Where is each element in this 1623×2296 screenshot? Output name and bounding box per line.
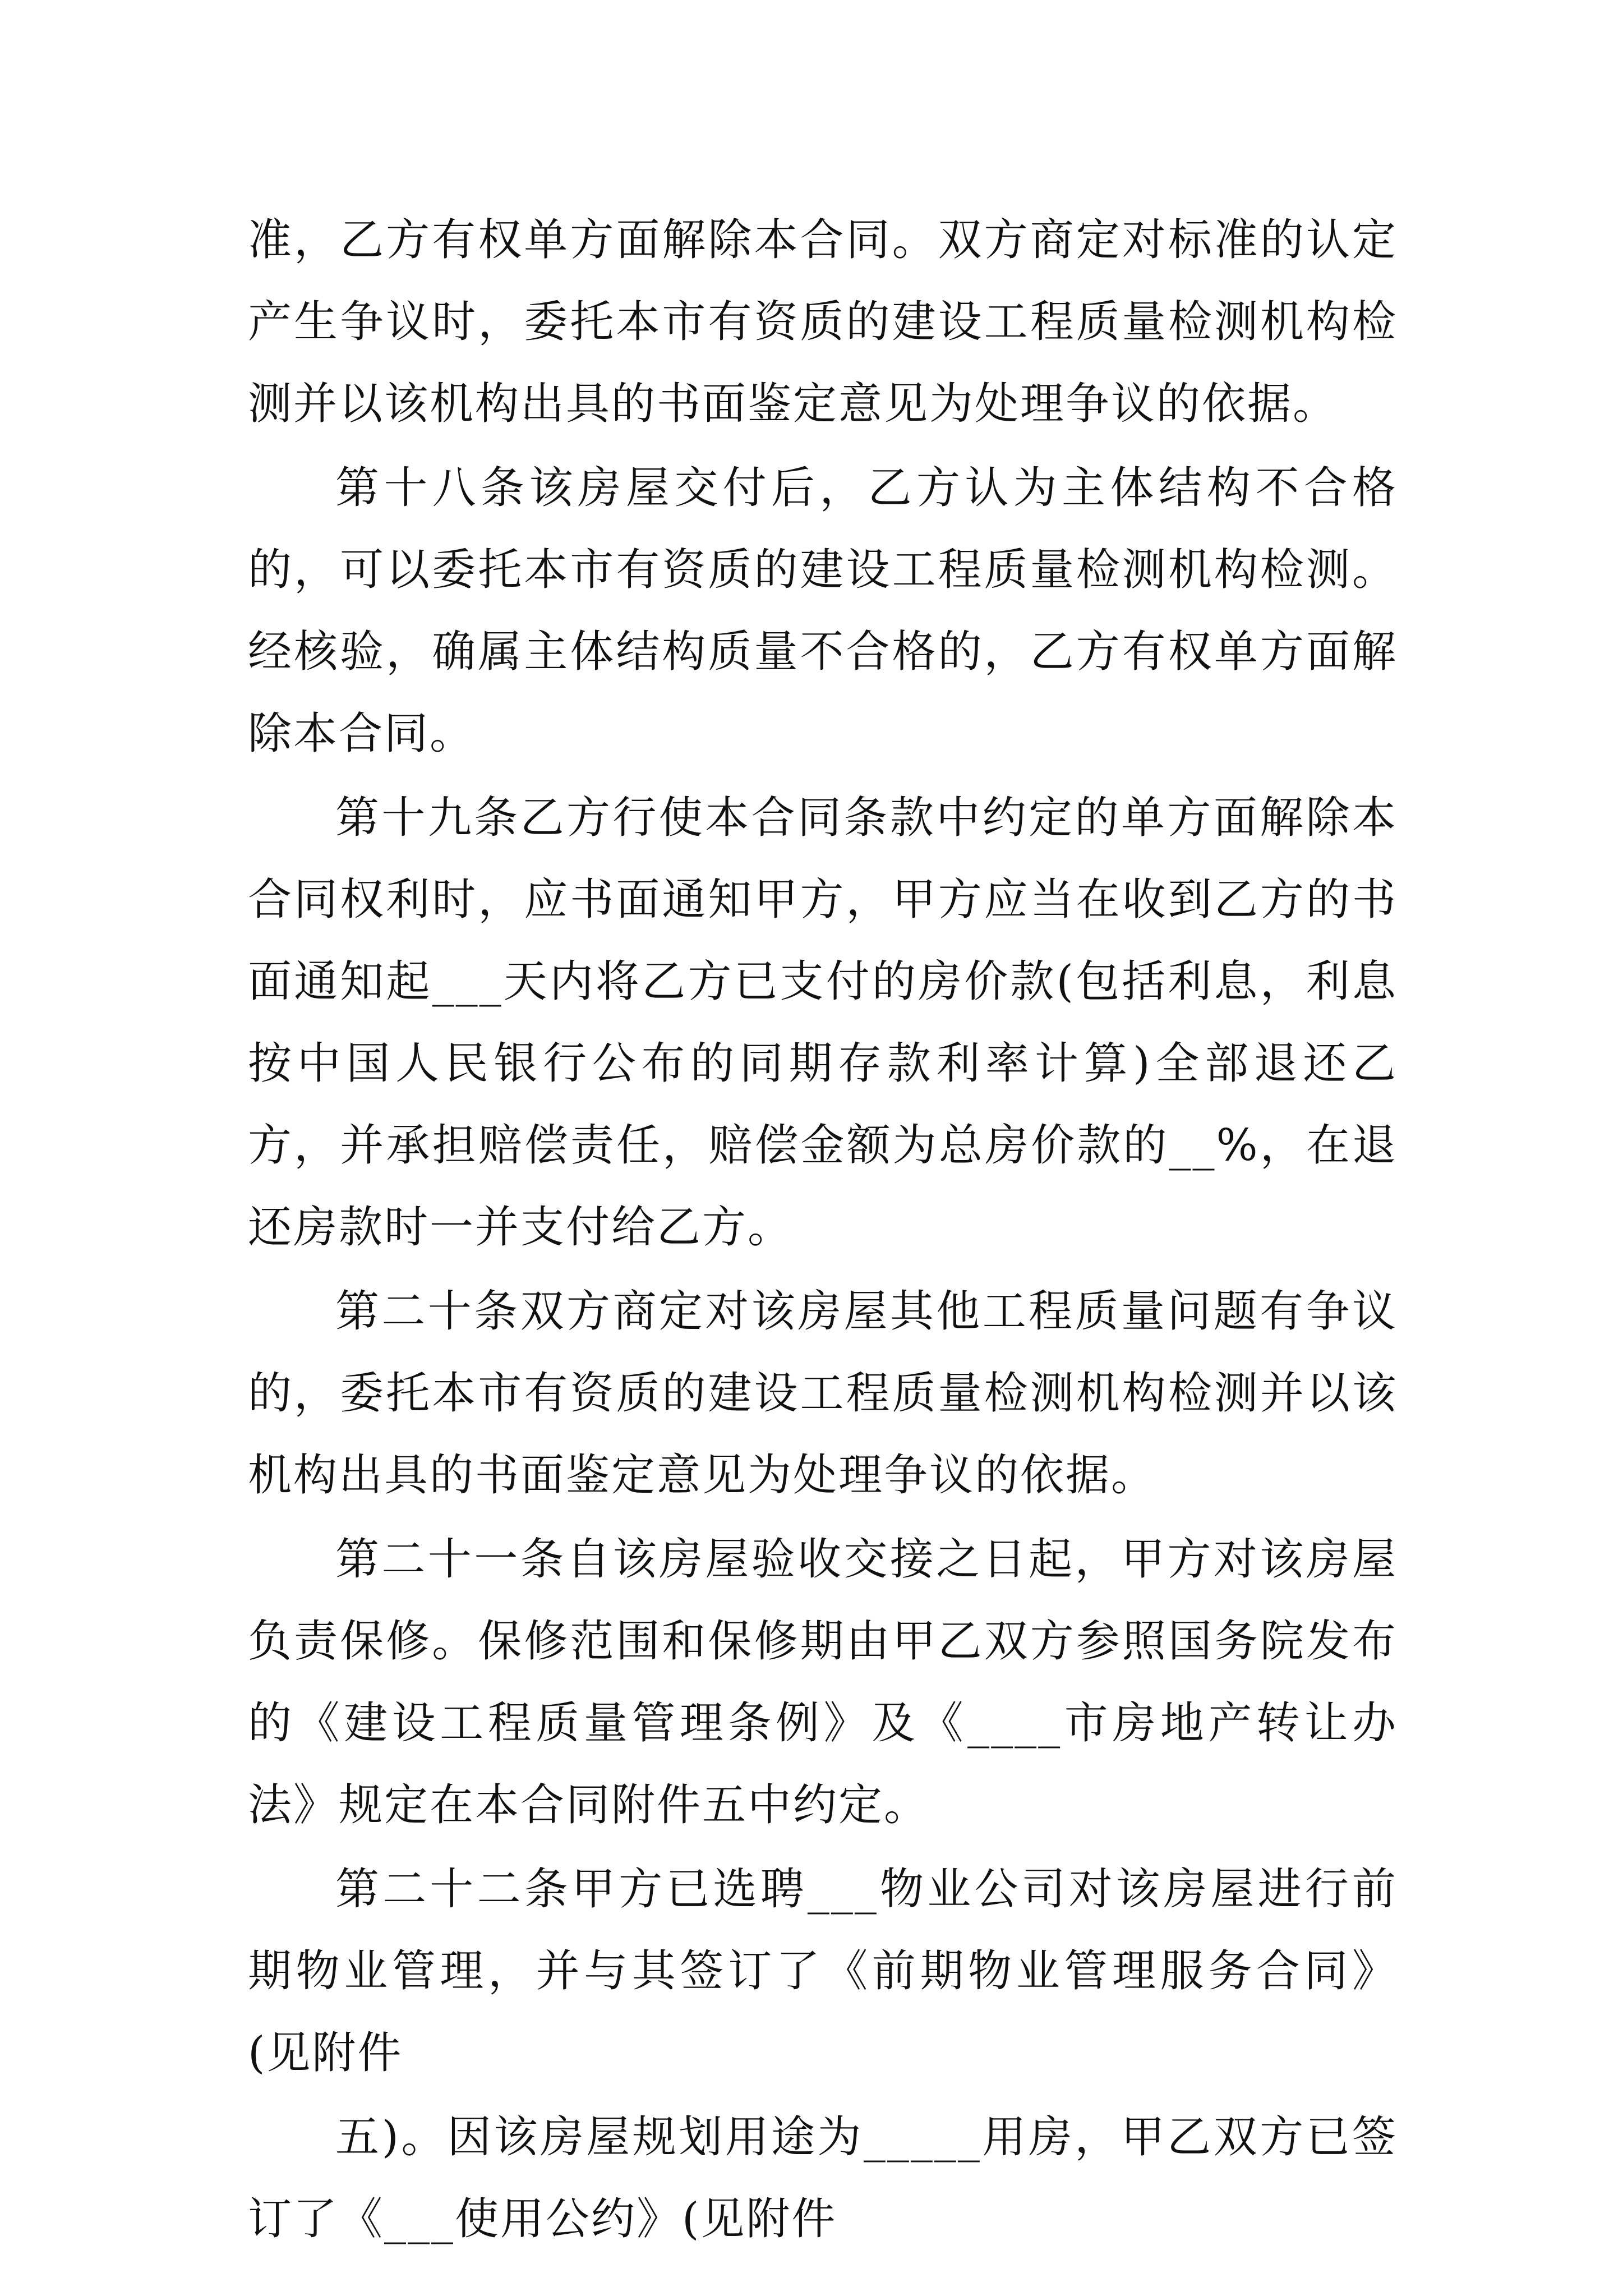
paragraph-article-22: 第二十二条甲方已选聘___物业公司对该房屋进行前期物业管理，并与其签订了《前期物业管理服务合同》(见附件 xyxy=(248,1864,1398,2078)
document-body xyxy=(248,199,1398,2262)
paragraph-article-18: 第十八条该房屋交付后，乙方认为主体结构不合格的，可以委托本市有资质的建设工程质量检测机构检测。经核验，确属主体结构质量不合格的，乙方有权单方面解除本合同。 xyxy=(248,463,1398,759)
paragraph-attachment-note: 五)。因该房屋规划用途为_____用房，甲乙双方已签订了《___使用公约》(见附件 xyxy=(248,2112,1398,2244)
paragraph-continuation: 准，乙方有权单方面解除本合同。双方商定对标准的认定产生争议时，委托本市有资质的建设工程质量检测机构检测并以该机构出具的书面鉴定意见为处理争议的依据。 xyxy=(248,215,1398,429)
paragraph-article-20: 第二十条双方商定对该房屋其他工程质量问题有争议的，委托本市有资质的建设工程质量检测机构检测并以该机构出具的书面鉴定意见为处理争议的依据。 xyxy=(248,1286,1398,1501)
paragraph-article-21: 第二十一条自该房屋验收交接之日起，甲方对该房屋负责保修。保修范围和保修期由甲乙双方参照国务院发布的《建设工程质量管理条例》及《____市房地产转让办法》规定在本合同附件五中约定。 xyxy=(248,1534,1398,1830)
paragraph-article-19: 第十九条乙方行使本合同条款中约定的单方面解除本合同权利时，应书面通知甲方，甲方应当在收到乙方的书面通知起___天内将乙方已支付的房价款(包括利息，利息按中国人民银行公布的同期存款利率计算)全部退还乙方，并承担赔偿责任，赔偿金额为总房价款的__%，在退还房款时一并支付给乙方。 xyxy=(248,793,1398,1253)
